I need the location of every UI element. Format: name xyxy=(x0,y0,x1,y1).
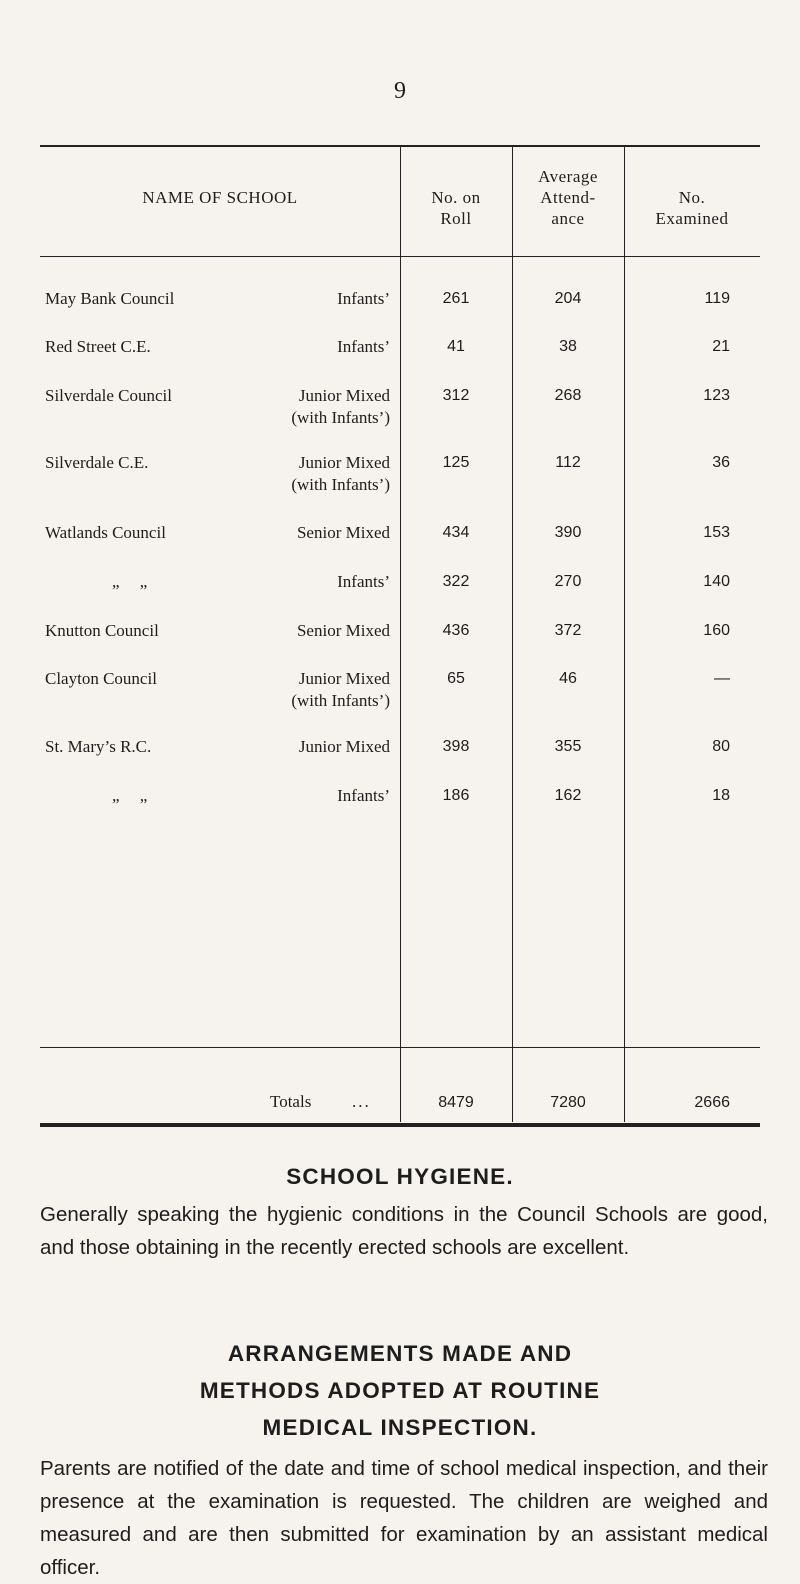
attendance-value: 112 xyxy=(555,454,581,471)
roll-value: 436 xyxy=(442,622,470,639)
roll-value: 41 xyxy=(447,338,465,355)
examined-value: 160 xyxy=(703,622,730,639)
school-type: Junior Mixed (with Infants’) xyxy=(291,453,390,494)
page-number: 9 xyxy=(394,78,406,104)
attendance-value: 268 xyxy=(554,387,582,404)
attendance-value: 270 xyxy=(554,573,582,590)
examined-value: 18 xyxy=(712,787,730,804)
school-name: „ „ xyxy=(112,786,156,805)
attendance-value: 355 xyxy=(554,738,582,755)
roll-value: 398 xyxy=(442,738,470,755)
examined-value: 123 xyxy=(703,387,730,404)
school-name: Clayton Council xyxy=(45,669,157,688)
school-name: Silverdale Council xyxy=(45,386,173,405)
attendance-value: 38 xyxy=(559,338,577,355)
school-type: Infants’ xyxy=(337,786,390,805)
attendance-value: 372 xyxy=(554,622,582,639)
roll-value: 65 xyxy=(447,670,465,687)
school-name: Red Street C.E. xyxy=(45,337,151,356)
school-name: Knutton Council xyxy=(45,621,159,640)
column-divider xyxy=(512,147,513,1057)
header-no-on-roll: No. on Roll xyxy=(431,188,481,228)
attendance-value: 162 xyxy=(554,787,582,804)
header-rule xyxy=(40,256,760,257)
school-type: Infants’ xyxy=(337,337,390,356)
school-name: „ „ xyxy=(112,572,156,591)
school-type: Junior Mixed (with Infants’) xyxy=(291,386,390,427)
attendance-value: 390 xyxy=(554,524,582,541)
school-type: Infants’ xyxy=(337,572,390,591)
column-divider xyxy=(624,147,625,1057)
examined-value: 36 xyxy=(712,454,730,471)
examined-value: 80 xyxy=(712,738,730,755)
school-name: St. Mary’s R.C. xyxy=(45,737,152,756)
examined-value: 119 xyxy=(704,290,730,307)
roll-value: 312 xyxy=(442,387,470,404)
school-name: Silverdale C.E. xyxy=(45,453,149,472)
section-title-arrangements: ARRANGEMENTS MADE AND METHODS ADOPTED AT ROUTINE MEDICAL INSPECTION. xyxy=(199,1341,601,1440)
column-divider xyxy=(400,147,401,1057)
header-name-of-school: NAME OF SCHOOL xyxy=(142,188,298,207)
totals-label: Totals xyxy=(270,1092,312,1111)
examined-value: — xyxy=(714,670,730,687)
roll-value: 186 xyxy=(442,787,470,804)
totals-attendance: 7280 xyxy=(550,1094,586,1111)
totals-rule xyxy=(40,1047,760,1048)
school-type: Infants’ xyxy=(337,289,390,308)
table-bottom-rule xyxy=(40,1123,760,1127)
roll-value: 261 xyxy=(442,290,470,307)
roll-value: 434 xyxy=(442,524,470,541)
roll-value: 322 xyxy=(442,573,470,590)
attendance-value: 46 xyxy=(559,670,577,687)
school-type: Senior Mixed xyxy=(296,523,390,542)
section-body-school-hygiene: Generally speaking the hygienic conditions in the Council Schools are good, and those obtaining in the recently erected schools are excellent. xyxy=(40,1203,768,1259)
totals-examined: 2666 xyxy=(694,1094,730,1111)
examined-value: 153 xyxy=(703,524,730,541)
totals-leader-dots: ... xyxy=(352,1092,371,1111)
header-no-examined: No. Examined xyxy=(655,188,729,228)
examined-value: 21 xyxy=(712,338,730,355)
roll-value: 125 xyxy=(442,454,470,471)
school-type: Senior Mixed xyxy=(296,621,390,640)
attendance-value: 204 xyxy=(554,290,582,307)
school-name: Watlands Council xyxy=(45,523,166,542)
school-name: May Bank Council xyxy=(45,289,175,308)
examined-value: 140 xyxy=(703,573,730,590)
section-body-arrangements: Parents are notified of the date and time of school medical inspection, and their presence at the examination is requested. The children are weighed and measured and are then submitted for examination by an assistant medical officer. xyxy=(40,1457,768,1579)
header-average-attendance: Average Attend- ance xyxy=(538,167,598,228)
school-type: Junior Mixed xyxy=(298,737,390,756)
section-title-school-hygiene: SCHOOL HYGIENE. xyxy=(286,1164,514,1189)
school-type: Junior Mixed (with Infants’) xyxy=(291,669,390,710)
totals-roll: 8479 xyxy=(438,1094,474,1111)
